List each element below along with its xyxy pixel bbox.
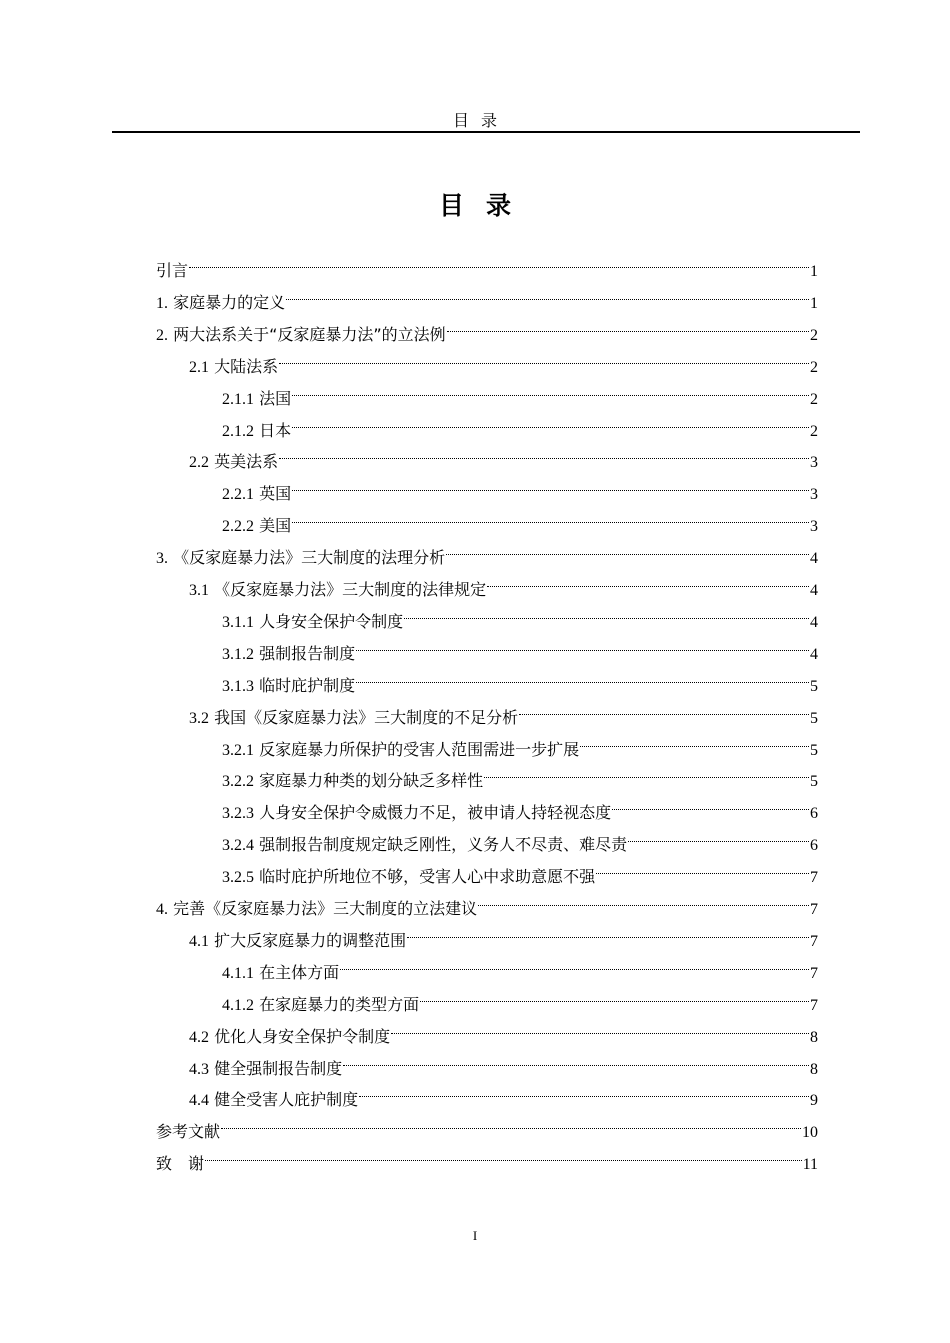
dot-leader	[612, 788, 809, 818]
toc-entry-number: 3.1.2	[222, 646, 254, 663]
dot-leader	[420, 980, 809, 1010]
toc-entry-title: 人身安全保护令制度	[259, 612, 404, 631]
toc-entry-page: 11	[802, 1156, 818, 1173]
toc-entry-title: 完善《反家庭暴力法》三大制度的立法建议	[173, 899, 478, 918]
toc-entry-title: 强制报告制度	[259, 644, 356, 663]
toc-entry[interactable]	[222, 406, 818, 440]
dot-leader	[391, 1012, 809, 1042]
toc-entry-page: 2	[810, 327, 818, 344]
toc-entry[interactable]	[222, 980, 818, 1014]
toc-entry[interactable]	[222, 597, 818, 631]
toc-entry-title: 健全受害人庇护制度	[214, 1090, 359, 1109]
toc-entry-number: 4.1.2	[222, 997, 254, 1014]
toc-entry-page: 7	[810, 997, 818, 1014]
toc-entry-page: 3	[810, 486, 818, 503]
dot-leader	[404, 597, 809, 627]
toc-entry[interactable]	[156, 310, 818, 344]
toc-entry-title: 英美法系	[214, 452, 279, 471]
dot-leader	[407, 916, 809, 946]
toc-entry-title: 两大法系关于“反家庭暴力法”的立法例	[173, 325, 446, 344]
toc-entry[interactable]	[222, 852, 818, 886]
toc-entry-title: 家庭暴力种类的划分缺乏多样性	[259, 771, 484, 790]
toc-entry-title: 《反家庭暴力法》三大制度的法理分析	[173, 548, 446, 567]
toc-title: 目录	[438, 191, 533, 220]
toc-entry[interactable]	[156, 246, 818, 280]
toc-entry[interactable]	[156, 884, 818, 918]
toc-entry-title: 临时庇护制度	[259, 676, 356, 695]
dot-leader	[189, 246, 809, 276]
toc-entry-title: 家庭暴力的定义	[173, 293, 286, 312]
toc-entry[interactable]	[156, 1139, 818, 1173]
toc-entry-title: 临时庇护所地位不够，受害人心中求助意愿不强	[259, 867, 596, 886]
toc-entry-page: 1	[810, 263, 818, 280]
toc-entry-page: 3	[810, 454, 818, 471]
toc-entry-title: 大陆法系	[214, 357, 279, 376]
toc-entry-page: 1	[810, 295, 818, 312]
toc-entry[interactable]	[222, 501, 818, 535]
toc-entry-title: 反家庭暴力所保护的受害人范围需进一步扩展	[259, 740, 580, 759]
toc-entry[interactable]	[189, 342, 818, 376]
toc-entry-number: 2.1	[189, 359, 209, 376]
toc-entry-title: 我国《反家庭暴力法》三大制度的不足分析	[214, 708, 519, 727]
toc-entry-page: 7	[810, 965, 818, 982]
toc-entry-number: 1.	[156, 295, 168, 312]
toc-entry-title: 法国	[259, 389, 292, 408]
toc-entry-number: 3.2.2	[222, 773, 254, 790]
toc-entry[interactable]	[222, 820, 818, 854]
toc-entry[interactable]	[222, 725, 818, 759]
dot-leader	[292, 374, 809, 404]
toc-entry-page: 6	[810, 837, 818, 854]
dot-leader	[356, 661, 809, 691]
toc-entry-title: 致 谢	[156, 1154, 205, 1173]
toc-entry-page: 7	[810, 869, 818, 886]
dot-leader	[205, 1139, 802, 1169]
dot-leader	[519, 693, 809, 723]
toc-entry-title: 优化人身安全保护令制度	[214, 1027, 391, 1046]
toc-entry-page: 5	[810, 710, 818, 727]
toc-entry-page: 4	[810, 582, 818, 599]
toc-entry-page: 5	[810, 678, 818, 695]
toc-entry-page: 2	[810, 359, 818, 376]
toc-entry[interactable]	[222, 948, 818, 982]
toc-entry-page: 4	[810, 646, 818, 663]
toc-entry-number: 3.1.1	[222, 614, 254, 631]
toc-entry-title: 人身安全保护令威慑力不足，被申请人持轻视态度	[259, 803, 612, 822]
dot-leader	[292, 501, 809, 531]
toc-entry[interactable]	[222, 756, 818, 790]
toc-entry-number: 3.2.5	[222, 869, 254, 886]
toc-entry-number: 3.1.3	[222, 678, 254, 695]
toc-entry-page: 4	[810, 550, 818, 567]
toc-entry-number: 3.2	[189, 710, 209, 727]
header-rule	[112, 131, 860, 133]
toc-entry[interactable]	[189, 1075, 818, 1109]
dot-leader	[628, 820, 809, 850]
dot-leader	[484, 756, 809, 786]
toc-entry[interactable]	[222, 788, 818, 822]
toc-entry-title: 健全强制报告制度	[214, 1059, 343, 1078]
toc-entry-page: 3	[810, 518, 818, 535]
toc-entry-title: 在家庭暴力的类型方面	[259, 995, 420, 1014]
toc-entry-number: 4.1	[189, 933, 209, 950]
toc-entry-number: 2.2	[189, 454, 209, 471]
toc-entry-title: 扩大反家庭暴力的调整范围	[214, 931, 407, 950]
toc-entry-number: 3.	[156, 550, 168, 567]
toc-entry-title: 强制报告制度规定缺乏刚性，义务人不尽责、难尽责	[259, 835, 628, 854]
toc-entry[interactable]	[222, 374, 818, 408]
toc-entry-title: 英国	[259, 484, 292, 503]
toc-entry-title: 美国	[259, 516, 292, 535]
toc-entry-label	[156, 1149, 204, 1179]
toc-entry-page: 6	[810, 805, 818, 822]
toc-entry-page: 8	[810, 1029, 818, 1046]
dot-leader	[279, 437, 809, 467]
toc-entry-page: 5	[810, 742, 818, 759]
toc-entry-page: 8	[810, 1061, 818, 1078]
dot-leader	[221, 1107, 801, 1137]
dot-leader	[292, 469, 809, 499]
dot-leader	[596, 852, 809, 882]
toc-entry[interactable]	[222, 469, 818, 503]
dot-leader	[446, 533, 809, 563]
toc-entry-number: 2.1.2	[222, 423, 254, 440]
toc-entry[interactable]	[156, 533, 818, 567]
toc-entry[interactable]	[156, 1107, 818, 1141]
toc-entry-number: 3.2.1	[222, 742, 254, 759]
toc-entry-number: 2.2.1	[222, 486, 254, 503]
toc-entry-title: 在主体方面	[259, 963, 340, 982]
toc-entry-page: 2	[810, 391, 818, 408]
toc-entry-number: 2.	[156, 327, 168, 344]
dot-leader	[343, 1044, 809, 1074]
toc-entry-page: 2	[810, 423, 818, 440]
toc-entry[interactable]	[222, 661, 818, 695]
toc-entry-number: 3.2.3	[222, 805, 254, 822]
toc-entry-number: 4.1.1	[222, 965, 254, 982]
dot-leader	[359, 1075, 809, 1105]
toc-entry[interactable]	[189, 437, 818, 471]
toc-entry[interactable]	[189, 916, 818, 950]
dot-leader	[580, 725, 809, 755]
toc-entry[interactable]	[189, 1012, 818, 1046]
toc-entry-page: 4	[810, 614, 818, 631]
toc-entry-page: 9	[810, 1092, 818, 1109]
toc-entry-number: 3.2.4	[222, 837, 254, 854]
toc-entry-page: 10	[802, 1124, 818, 1141]
toc-entry-number: 4.4	[189, 1092, 209, 1109]
dot-leader	[447, 310, 809, 340]
toc-entry[interactable]	[189, 693, 818, 727]
dot-leader	[340, 948, 809, 978]
toc-entry-number: 2.1.1	[222, 391, 254, 408]
dot-leader	[356, 629, 809, 659]
toc-entry-title: 日本	[259, 421, 292, 440]
toc-entry-number: 3.1	[189, 582, 209, 599]
dot-leader	[286, 278, 809, 308]
toc-entry-page: 7	[810, 933, 818, 950]
page-number: I	[472, 1228, 478, 1243]
toc-entry-number: 2.2.2	[222, 518, 254, 535]
toc-entry-number: 4.3	[189, 1061, 209, 1078]
toc-entry-number: 4.2	[189, 1029, 209, 1046]
toc-entry[interactable]	[222, 629, 818, 663]
toc-entry[interactable]	[189, 565, 818, 599]
toc-entry-page: 7	[810, 901, 818, 918]
dot-leader	[279, 342, 809, 372]
toc-entry-title: 引言	[156, 261, 189, 280]
running-header: 目录	[452, 111, 509, 130]
toc-entry-page: 5	[810, 773, 818, 790]
toc-entry[interactable]	[189, 1044, 818, 1078]
toc-entry-number: 4.	[156, 901, 168, 918]
toc-entry-title: 参考文献	[156, 1122, 221, 1141]
dot-leader	[487, 565, 809, 595]
toc-entry-title: 《反家庭暴力法》三大制度的法律规定	[214, 580, 487, 599]
dot-leader	[478, 884, 809, 914]
dot-leader	[292, 406, 809, 436]
toc-entry[interactable]	[156, 278, 818, 312]
